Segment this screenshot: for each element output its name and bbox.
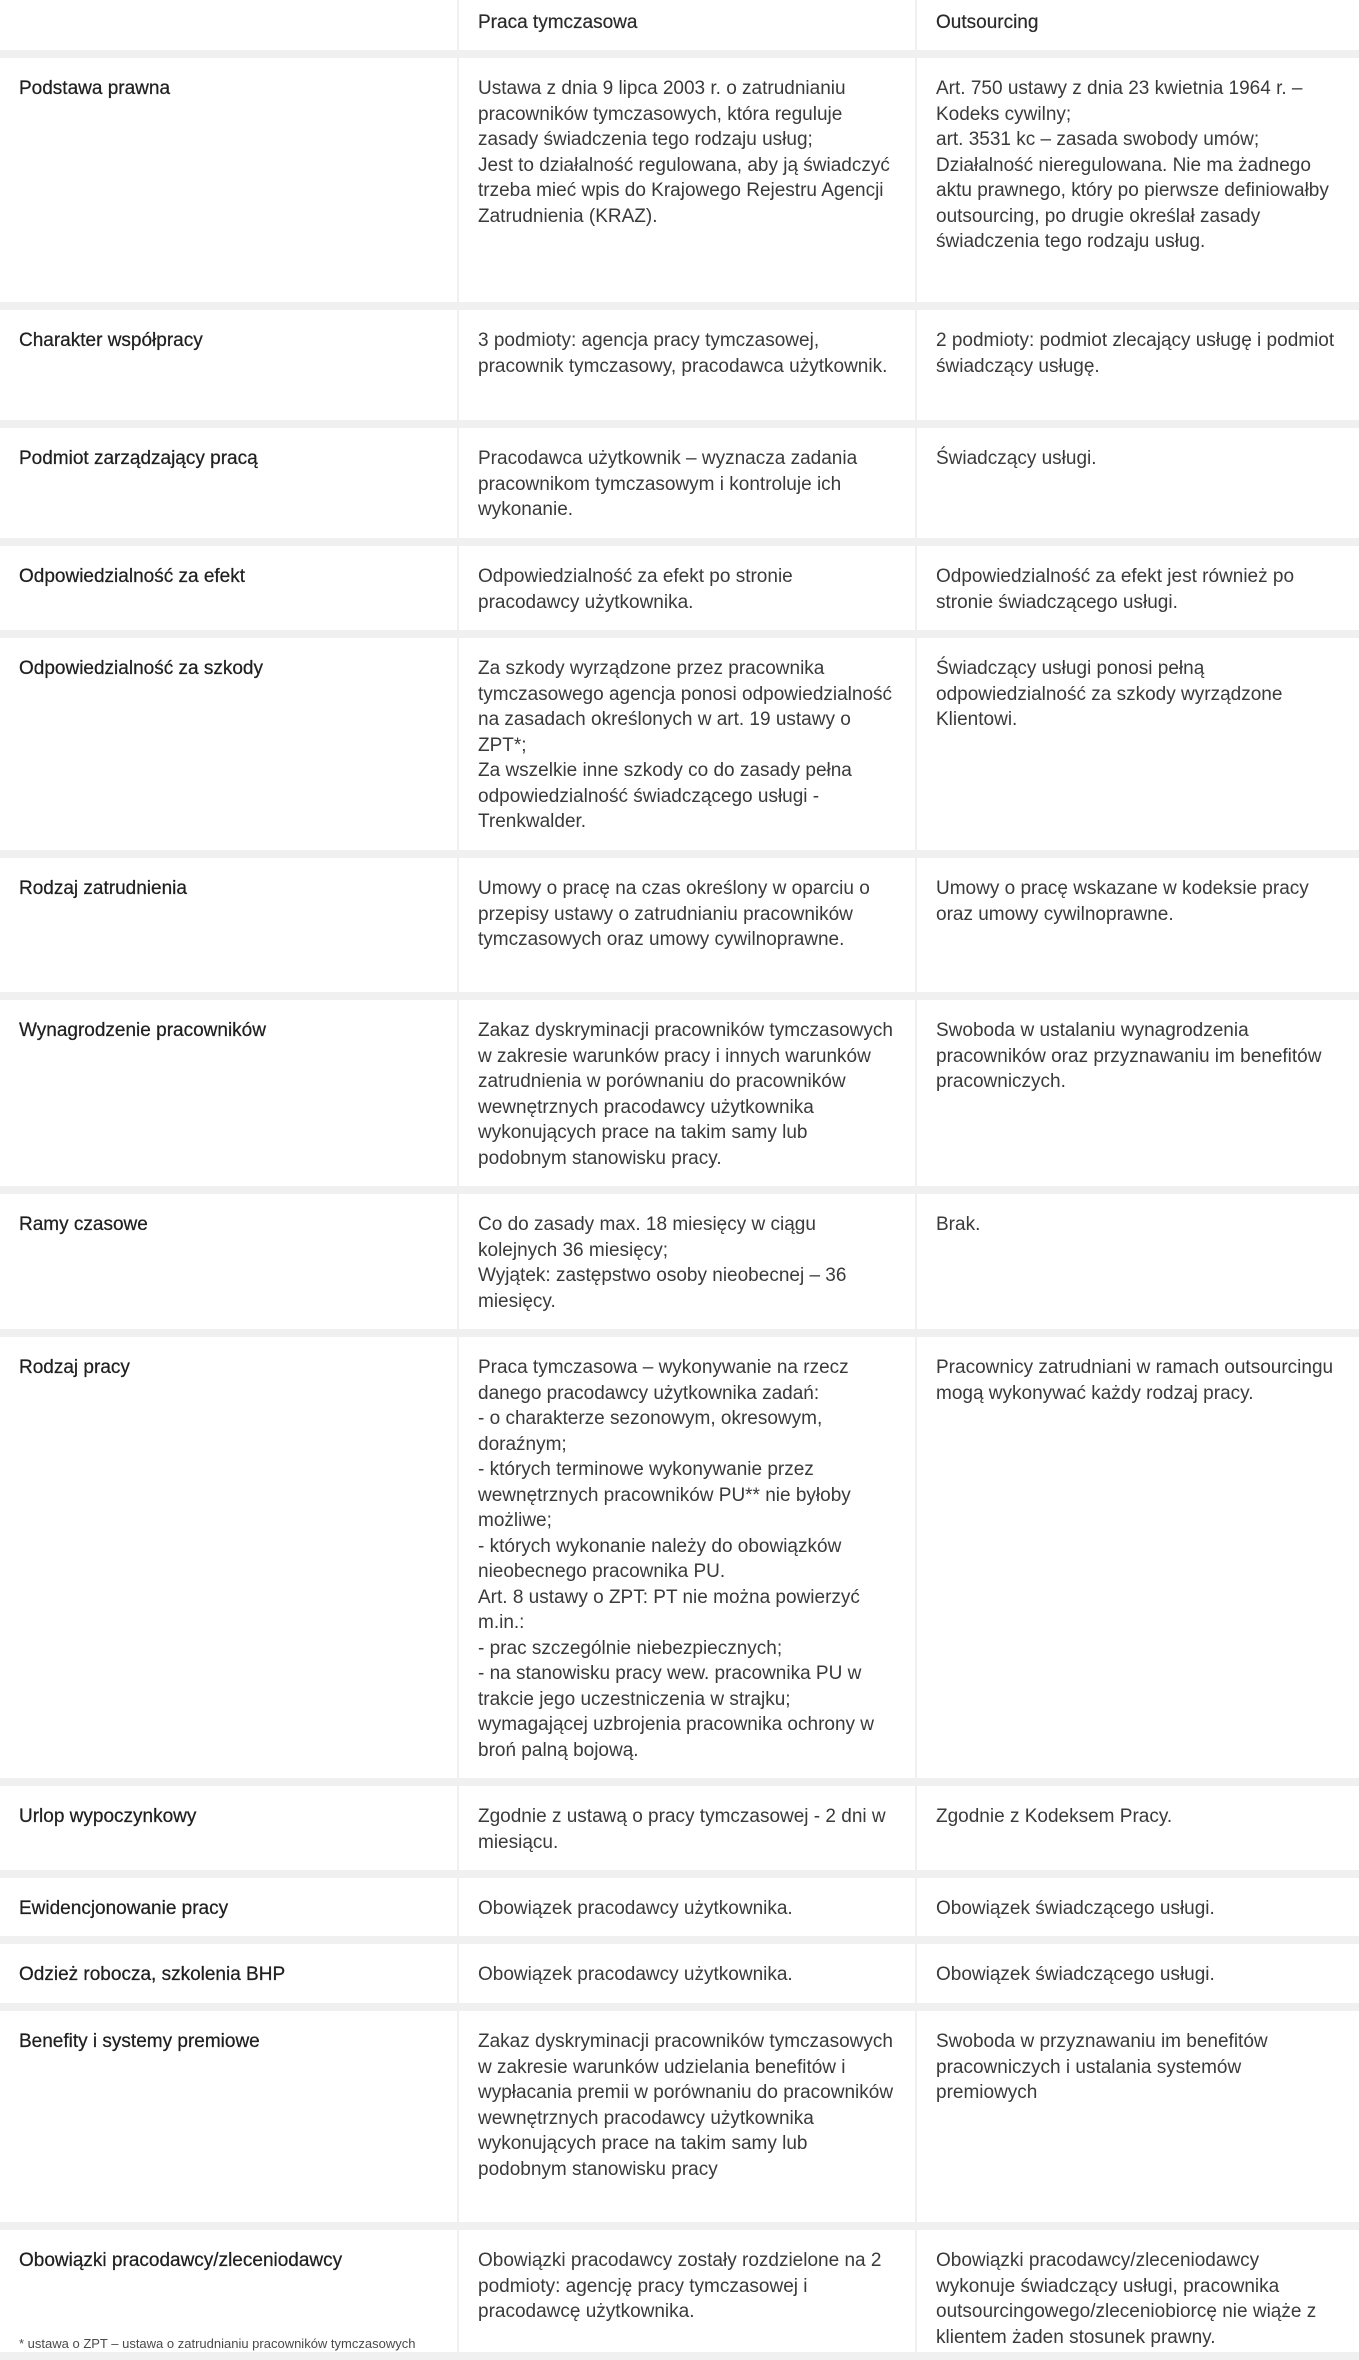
temporary-work-cell: Praca tymczasowa – wykonywanie na rzecz danego pracodawcy użytkownika zadań: - o charakterze sezonowym, okresowym, doraźnym; - których terminowe wykonywanie przez wewnętrznych pracowników PU** nie byłoby możliwe; - których wykonanie należy do obowiązków nieobecnego pracownika PU. Art. 8 ustawy o ZPT: PT nie można powierzyć m.in.: - prac szczególnie niebezpiecznych; - na stanowisku pracy wew. pracownika PU w trakcie jego uczestniczenia w strajku; wymagającej uzbrojenia pracownika ochrony w broń palną bojową.: [457, 1337, 915, 1778]
row-label: Rodzaj zatrudnienia: [19, 878, 187, 899]
table-row: [0, 858, 1359, 1000]
row-label: Charakter współpracy: [19, 330, 203, 351]
temporary-work-cell: Obowiązki pracodawcy zostały rozdzielone na 2 podmioty: agencję pracy tymczasowej i pracodawcę użytkownika.: [457, 2230, 915, 2352]
outsourcing-cell: Swoboda w ustalaniu wynagrodzenia pracowników oraz przyznawaniu im benefitów pracowniczych.: [915, 1000, 1359, 1186]
outsourcing-cell: Obowiązki pracodawcy/zleceniodawcy wykonuje świadczący usługi, pracownika outsourcingowego/zleceniobiorcę nie wiąże z klientem żaden stosunek prawny.: [915, 2230, 1359, 2352]
row-label: Odpowiedzialność za szkody: [19, 658, 263, 679]
outsourcing-cell: Pracownicy zatrudniani w ramach outsourcingu mogą wykonywać każdy rodzaj pracy.: [915, 1337, 1359, 1778]
outsourcing-cell: Świadczący usługi.: [915, 428, 1359, 538]
table-row: [0, 1194, 1359, 1337]
row-label: Benefity i systemy premiowe: [19, 2031, 260, 2052]
temporary-work-cell: Pracodawca użytkownik – wyznacza zadania pracownikom tymczasowym i kontroluje ich wykonanie.: [457, 428, 915, 538]
outsourcing-cell: Obowiązek świadczącego usługi.: [915, 1878, 1359, 1936]
footnote: * ustawa o ZPT – ustawa o zatrudnianiu pracowników tymczasowych: [19, 2336, 416, 2351]
temporary-work-cell: Obowiązek pracodawcy użytkownika.: [457, 1878, 915, 1936]
temporary-work-cell: Zakaz dyskryminacji pracowników tymczasowych w zakresie warunków udzielania benefitów i wypłacania premii w porównaniu do pracowników wewnętrznych pracodawcy użytkownika wykonujących prace na takim samy lub podobnym stanowisku pracy: [457, 2011, 915, 2222]
row-label: Odpowiedzialność za efekt: [19, 566, 246, 587]
row-label: Odzież robocza, szkolenia BHP: [19, 1964, 286, 1985]
table-row: [0, 1878, 1359, 1944]
outsourcing-cell: Zgodnie z Kodeksem Pracy.: [915, 1786, 1359, 1870]
row-label: Wynagrodzenie pracowników: [19, 1020, 266, 1041]
table-row: [0, 310, 1359, 428]
table-row: [0, 58, 1359, 310]
row-label: Rodzaj pracy: [19, 1357, 130, 1378]
temporary-work-cell: Odpowiedzialność za efekt po stronie pracodawcy użytkownika.: [457, 546, 915, 630]
header-outsourcing: Outsourcing: [915, 0, 1359, 50]
outsourcing-cell: Swoboda w przyznawaniu im benefitów pracowniczych i ustalania systemów premiowych: [915, 2011, 1359, 2222]
temporary-work-cell: Za szkody wyrządzone przez pracownika tymczasowego agencja ponosi odpowiedzialność na zasadach określonych w art. 19 ustawy o ZPT*; Za wszelkie inne szkody co do zasady pełna odpowiedzialność świadczącego usługi - Trenkwalder.: [457, 638, 915, 850]
outsourcing-cell: Świadczący usługi ponosi pełną odpowiedzialność za szkody wyrządzone Klientowi.: [915, 638, 1359, 850]
table-row: [0, 638, 1359, 858]
table-row: [0, 2011, 1359, 2230]
table-row: [0, 1786, 1359, 1878]
header-empty-cell: [0, 0, 457, 50]
header-temporary-work: Praca tymczasowa: [457, 0, 915, 50]
temporary-work-cell: Co do zasady max. 18 miesięcy w ciągu kolejnych 36 miesięcy; Wyjątek: zastępstwo osoby nieobecnej – 36 miesięcy.: [457, 1194, 915, 1329]
row-label: Ewidencjonowanie pracy: [19, 1898, 229, 1919]
temporary-work-cell: Umowy o pracę na czas określony w oparciu o przepisy ustawy o zatrudnianiu pracowników tymczasowych oraz umowy cywilnoprawne.: [457, 858, 915, 992]
table-row: [0, 428, 1359, 546]
row-label: Obowiązki pracodawcy/zleceniodawcy: [19, 2250, 343, 2271]
outsourcing-cell: Art. 750 ustawy z dnia 23 kwietnia 1964 r. – Kodeks cywilny; art. 3531 kc – zasada swobody umów; Działalność nieregulowana. Nie ma żadnego aktu prawnego, który po pierwsze definiowałby outsourcing, po drugie określał zasady świadczenia tego rodzaju usług.: [915, 58, 1359, 302]
row-label: Podstawa prawna: [19, 78, 171, 99]
row-label: Urlop wypoczynkowy: [19, 1806, 197, 1827]
table-header-row: [0, 0, 1359, 58]
outsourcing-cell: 2 podmioty: podmiot zlecający usługę i podmiot świadczący usługę.: [915, 310, 1359, 420]
table-row: [0, 1944, 1359, 2011]
row-label: Podmiot zarządzający pracą: [19, 448, 258, 469]
outsourcing-cell: Odpowiedzialność za efekt jest również po stronie świadczącego usługi.: [915, 546, 1359, 630]
temporary-work-cell: Zgodnie z ustawą o pracy tymczasowej - 2 dni w miesiącu.: [457, 1786, 915, 1870]
temporary-work-cell: Obowiązek pracodawcy użytkownika.: [457, 1944, 915, 2003]
outsourcing-cell: Obowiązek świadczącego usługi.: [915, 1944, 1359, 2003]
temporary-work-cell: Ustawa z dnia 9 lipca 2003 r. o zatrudnianiu pracowników tymczasowych, która reguluje zasady świadczenia tego rodzaju usług; Jest to działalność regulowana, aby ją świadczyć trzeba mieć wpis do Krajowego Rejestru Agencji Zatrudnienia (KRAZ).: [457, 58, 915, 302]
outsourcing-cell: Umowy o pracę wskazane w kodeksie pracy oraz umowy cywilnoprawne.: [915, 858, 1359, 992]
table-row: [0, 1000, 1359, 1194]
temporary-work-cell: 3 podmioty: agencja pracy tymczasowej, pracownik tymczasowy, pracodawca użytkownik.: [457, 310, 915, 420]
table-row: [0, 1337, 1359, 1786]
outsourcing-cell: Brak.: [915, 1194, 1359, 1329]
table-row: [0, 546, 1359, 638]
row-label: Ramy czasowe: [19, 1214, 148, 1235]
temporary-work-cell: Zakaz dyskryminacji pracowników tymczasowych w zakresie warunków pracy i innych warunków zatrudnienia w porównaniu do pracowników wewnętrznych pracodawcy użytkownika wykonujących prace na takim samy lub podobnym stanowisku pracy.: [457, 1000, 915, 1186]
